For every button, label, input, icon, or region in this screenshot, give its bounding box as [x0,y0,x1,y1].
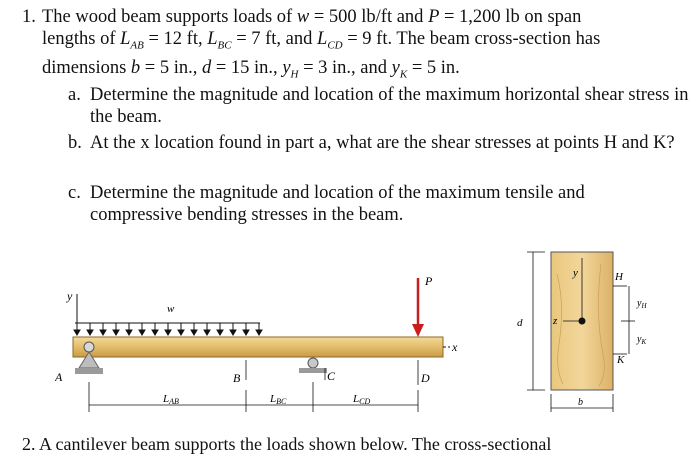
y-axis-label: y [67,289,73,303]
d-label: d [517,317,523,329]
problem-statement [22,6,694,85]
b-label: b [578,397,583,408]
roller-support-c [299,358,327,373]
point-a-label: A [55,370,63,384]
part-c: c. Determine the magnitude and location of the maximum tensile and compressive bending stresses in the beam. [68,183,585,225]
yh-label: $y_H$ [637,298,647,310]
span-lbc-label: LBC [270,393,287,406]
x-axis-label: x [452,340,458,354]
p-load-label: P [425,274,433,288]
point-k-label: K [617,354,625,366]
span-lcd-label: LCD [353,393,371,406]
point-b-label: B [233,371,241,385]
section-z-label: z [553,315,558,327]
problem-intro: The wood beam supports loads of w = 500 lb/ft and P = 1,200 lb on span lengths of $L_{AB} = 12$ ft, $L_{BC} = 7$ ft, and $L_{CD} = 9$ ft. The beam cross-section has dimensions b = 5 in., d = 15 in., $y_H = 3$ in., and $y_K = 5$ in. [42,7,601,81]
wood-beam [73,337,443,357]
part-a: a. Determine the magnitude and location of the maximum horizontal shear stress in the beam. [68,85,689,127]
cross-section-diagram [505,244,695,414]
point-c-label: C [327,369,336,383]
point-h-label: H [615,271,623,283]
section-y-label: y [573,267,578,279]
beam-diagram [55,250,475,430]
span-lab-label: LAB [163,393,179,406]
problem-number: 1. [22,7,36,27]
w-load-label: w [167,303,175,315]
yk-label: $y_K$ [637,334,647,346]
distributed-load-arrows [74,323,262,335]
centroid-marker [579,318,586,325]
point-d-label: D [421,371,430,385]
part-b: b. At the x location found in part a, what are the shear stresses at points H and K? [68,133,675,153]
next-problem-text: 2. A cantilever beam supports the loads shown below. The cross-sectional [22,434,552,454]
p-load-arrowhead [412,324,424,337]
